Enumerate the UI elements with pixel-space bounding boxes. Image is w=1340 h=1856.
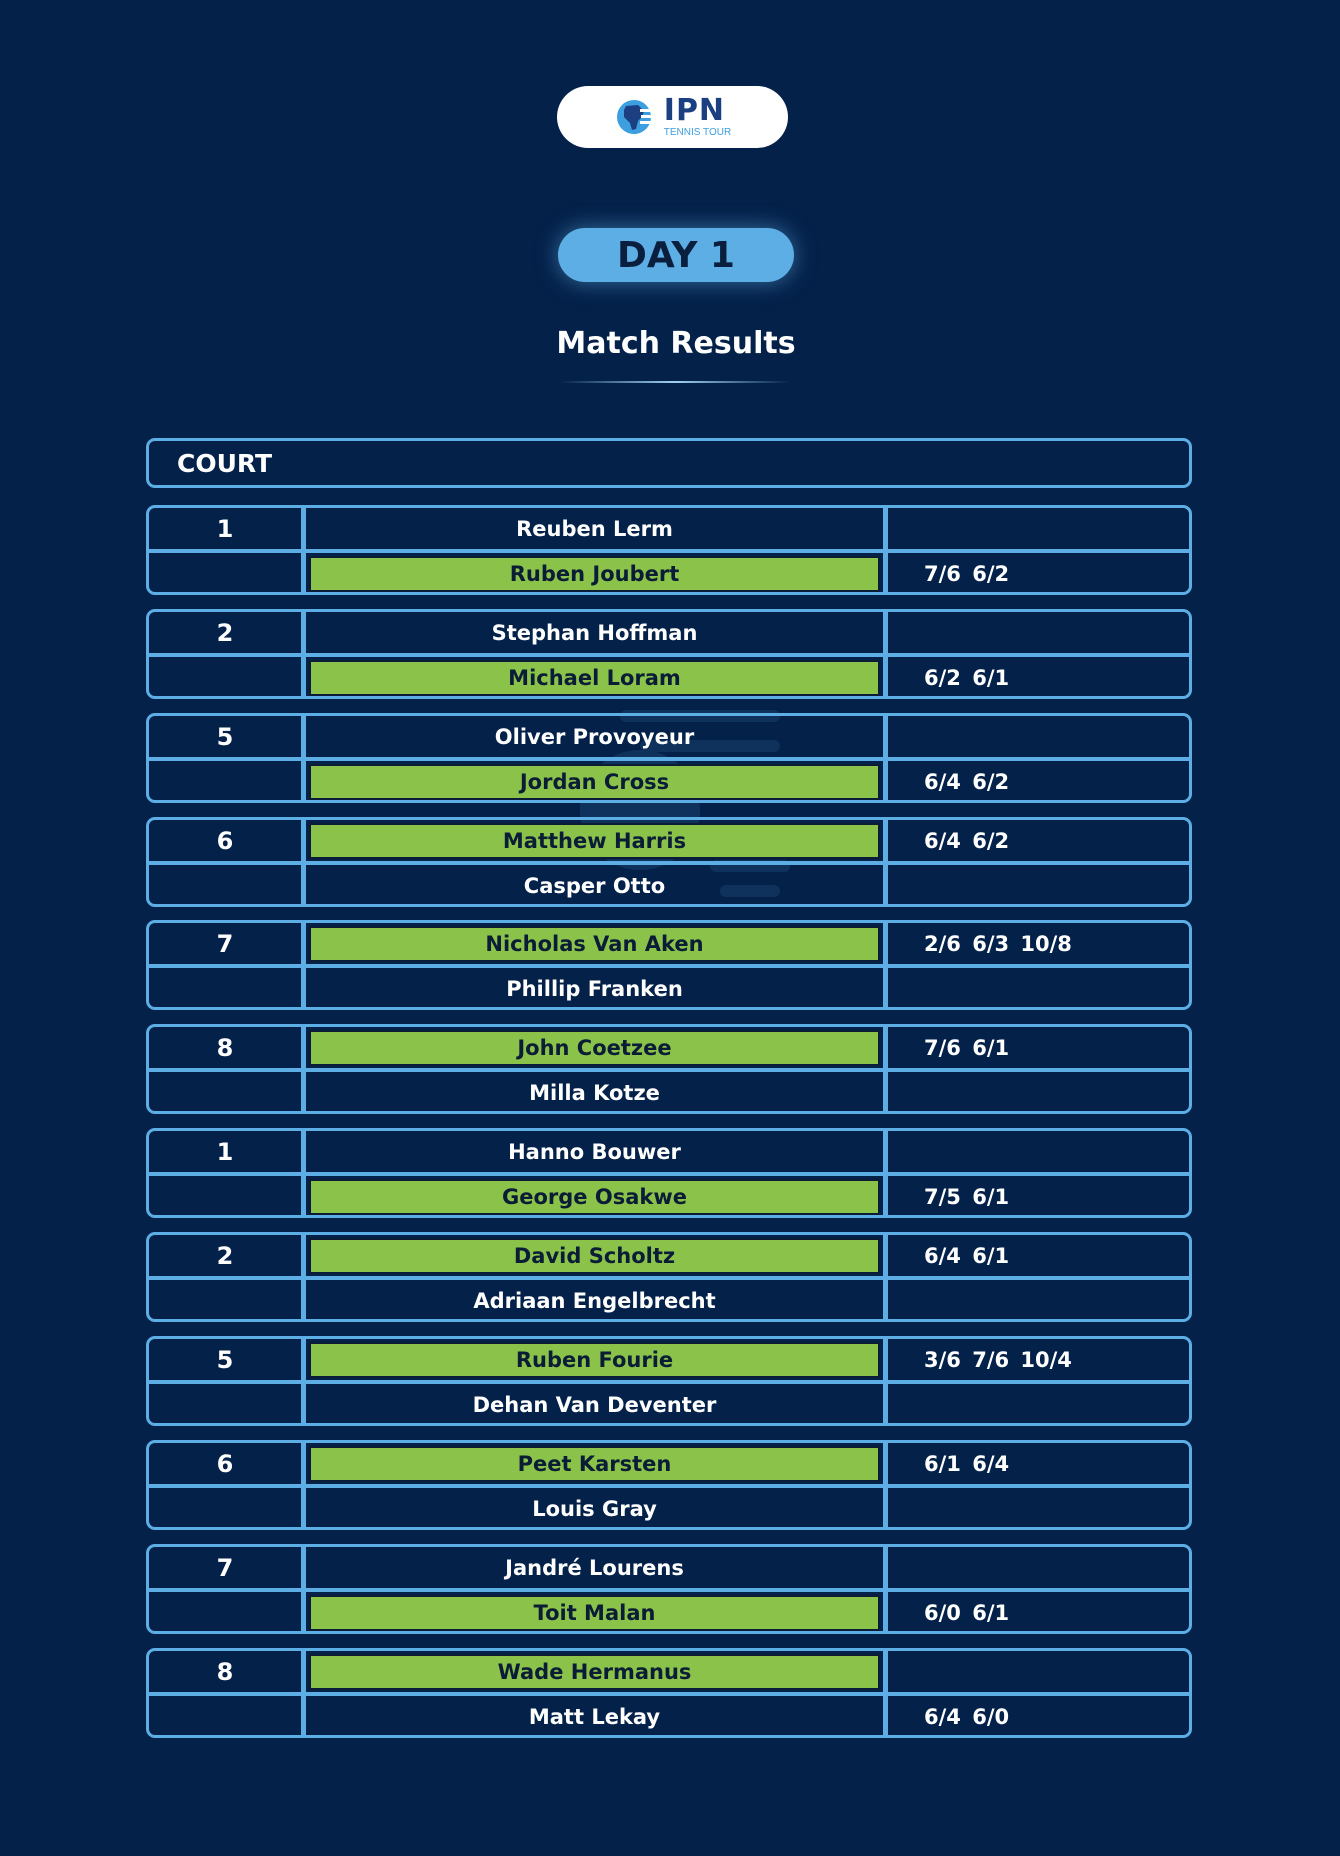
winner-name: Nicholas Van Aken [309,926,880,962]
day-badge: DAY 1 [558,228,794,282]
match-score: 6/4 6/2 [924,828,1010,853]
match-score: 3/6 7/6 10/4 [924,1347,1072,1372]
court-number: 7 [216,929,234,958]
logo-wordmark: IPN [663,93,726,128]
winner-name: Wade Hermanus [309,1654,880,1690]
page-title: Match Results [556,326,796,361]
match-score [888,508,1188,549]
match-score: 7/6 6/1 [924,1035,1010,1060]
player-name: Casper Otto [523,874,666,898]
column-divider [301,820,306,904]
court-number: 2 [216,618,234,647]
court-number: 7 [216,1553,234,1582]
court-number: 5 [216,1345,234,1374]
match-row [146,609,1192,699]
winner-name: George Osakwe [309,1179,880,1215]
title-underline [560,381,790,383]
africa-globe-icon [614,97,654,137]
match-row [146,505,1192,595]
column-divider [301,1027,306,1111]
court-number: 1 [216,514,234,543]
court-number: 5 [216,722,234,751]
match-score [888,1651,1188,1692]
winner-name: Jordan Cross [309,764,880,800]
player-name: Hanno Bouwer [508,1140,681,1164]
player-name: Louis Gray [532,1497,657,1521]
court-number: 2 [216,1241,234,1270]
match-score: 6/1 6/4 [924,1451,1010,1476]
winner-name: Ruben Joubert [309,556,880,592]
winner-name: Matthew Harris [309,823,880,859]
match-score [888,716,1188,757]
match-score [888,612,1188,653]
column-divider [301,1547,306,1631]
match-row [146,817,1192,907]
match-row [146,1336,1192,1426]
match-row [146,1232,1192,1322]
match-score [888,1547,1188,1588]
column-divider [301,1651,306,1735]
player-name: Oliver Provoyeur [494,725,695,749]
winner-name: David Scholtz [309,1238,880,1274]
column-divider [301,716,306,800]
match-score [888,1280,1188,1321]
match-row [146,1440,1192,1530]
player-name: Adriaan Engelbrecht [473,1289,716,1313]
player-name: Milla Kotze [529,1081,660,1105]
winner-name: Toit Malan [309,1595,880,1631]
match-score: 6/4 6/1 [924,1243,1010,1268]
winner-name: John Coetzee [309,1030,880,1066]
winner-name: Ruben Fourie [309,1342,880,1378]
court-number: 8 [216,1033,234,1062]
match-row [146,1024,1192,1114]
match-score [888,1384,1188,1425]
column-divider [301,1131,306,1215]
match-score [888,1488,1188,1529]
match-row [146,1648,1192,1738]
column-divider [301,923,306,1007]
match-score: 7/6 6/2 [924,561,1010,586]
match-score: 6/0 6/1 [924,1600,1010,1625]
court-number: 6 [216,1449,234,1478]
player-name: Phillip Franken [506,977,683,1001]
column-divider [301,612,306,696]
court-header-label: COURT [177,448,273,478]
logo-tagline: TENNIS TOUR [663,127,732,138]
winner-name: Michael Loram [309,660,880,696]
match-score: 6/4 6/0 [924,1704,1010,1729]
match-score: 7/5 6/1 [924,1184,1010,1209]
player-name: Stephan Hoffman [491,621,698,645]
column-divider [301,1235,306,1319]
match-score: 6/2 6/1 [924,665,1010,690]
court-header [146,438,1192,488]
ipn-logo [557,86,788,148]
player-name: Matt Lekay [528,1705,661,1729]
match-score [888,968,1188,1009]
match-score: 6/4 6/2 [924,769,1010,794]
column-divider [301,508,306,592]
court-number: 1 [216,1137,234,1166]
player-name: Reuben Lerm [516,517,673,541]
match-score [888,1072,1188,1113]
court-number: 8 [216,1657,234,1686]
player-name: Dehan Van Deventer [472,1393,717,1417]
match-row [146,1544,1192,1634]
player-name: Jandré Lourens [505,1556,684,1580]
column-divider [301,1443,306,1527]
winner-name: Peet Karsten [309,1446,880,1482]
column-divider [301,1339,306,1423]
match-score [888,865,1188,906]
match-row [146,713,1192,803]
match-row [146,920,1192,1010]
match-row [146,1128,1192,1218]
match-score [888,1131,1188,1172]
court-number: 6 [216,826,234,855]
match-score: 2/6 6/3 10/8 [924,931,1072,956]
